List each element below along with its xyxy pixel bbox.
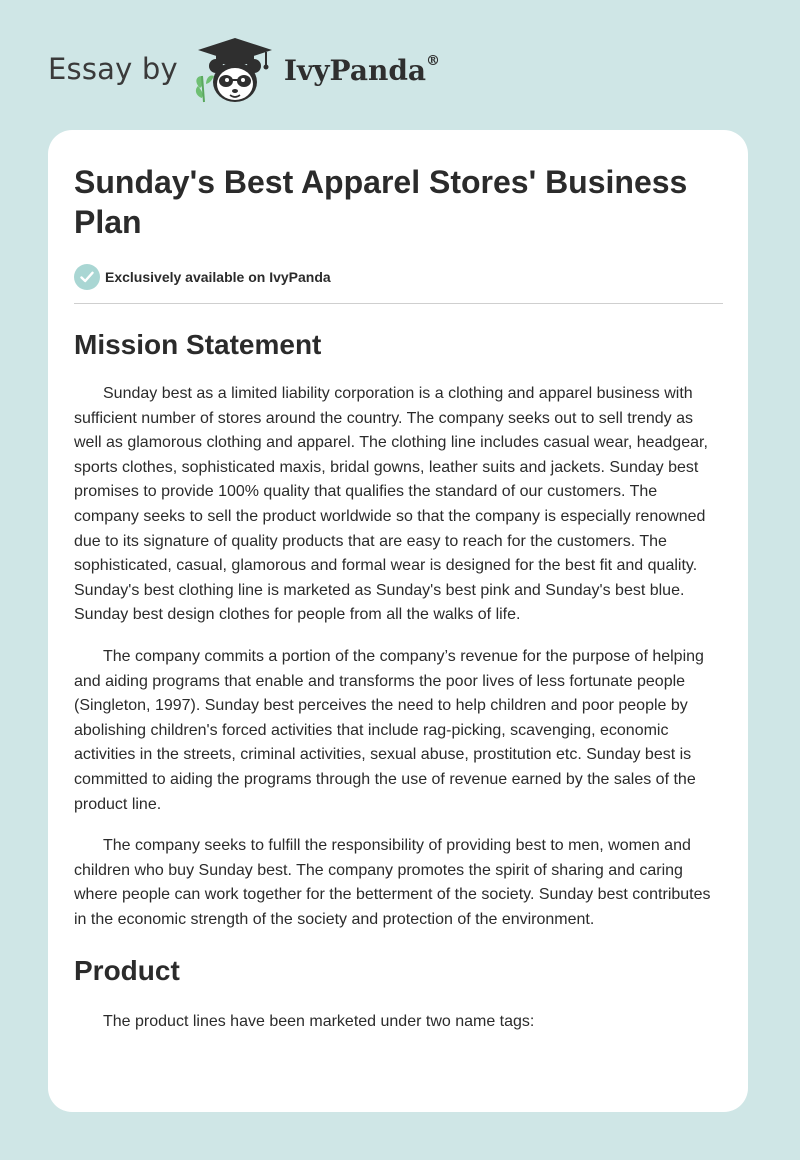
brand-name-text: IvyPanda bbox=[283, 53, 427, 87]
title-divider bbox=[74, 303, 723, 304]
paragraph: The company commits a portion of the company’s revenue for the purpose of helping and aiding programs that enable and transforms the poor lives of less fortunate people (Singleton, 1997). Sunday best perceives the need to help children and poor people by abolishing children's forced activities that include rag-picking, scavenging, economic activities in the streets, criminal activities, sexual abuse, prostitution etc. Sunday best is committed to aiding the programs through the use of revenue earned by the sales of the product line. bbox=[74, 647, 704, 813]
exclusive-badge-label: Exclusively available on IvyPanda bbox=[105, 269, 331, 285]
registered-mark: ® bbox=[426, 53, 441, 70]
paragraph: Sunday best as a limited liability corporation is a clothing and apparel business with sufficient number of stores around the country. The company seeks out to sell trendy as well as glamorous clothing and apparel. The clothing line includes casual wear, headgear, sports clothes, sophisticated maxis, bridal gowns, leather suits and jackets. Sunday best promises to provide 100% quality that qualifies the standard of our customers. The company seeks to sell the product worldwide so that the company is especially renowned due to its signature of quality products that are easy to reach for the customers. The sophisticated, casual, glamorous and formal wear is designed for the best fit and quality. Sunday's best clothing line is marketed as Sunday's best pink and Sunday's best blue. Sunday best design clothes for people from all the walks of life. bbox=[74, 385, 708, 624]
exclusive-badge bbox=[74, 263, 722, 291]
essay-title: Sunday's Best Apparel Stores' Business Plan bbox=[74, 164, 688, 240]
paragraph: The company seeks to fulfill the responsibility of providing best to men, women and children who buy Sunday best. The company promotes the spirit of sharing and caring where people can work together for the betterment of the society. Sunday best contributes in the economic strength of the society and protection of the environment. bbox=[74, 837, 711, 928]
essay-by-label: Essay by bbox=[48, 52, 178, 86]
brand-name[interactable] bbox=[284, 54, 440, 87]
section-heading-mission: Mission Statement bbox=[74, 329, 322, 360]
essay-card bbox=[48, 130, 748, 1112]
check-icon bbox=[74, 264, 100, 290]
paragraph: The product lines have been marketed under two name tags: bbox=[103, 1013, 535, 1031]
site-header bbox=[48, 36, 440, 108]
panda-graduate-icon[interactable] bbox=[192, 36, 278, 108]
section-heading-product: Product bbox=[74, 955, 180, 987]
